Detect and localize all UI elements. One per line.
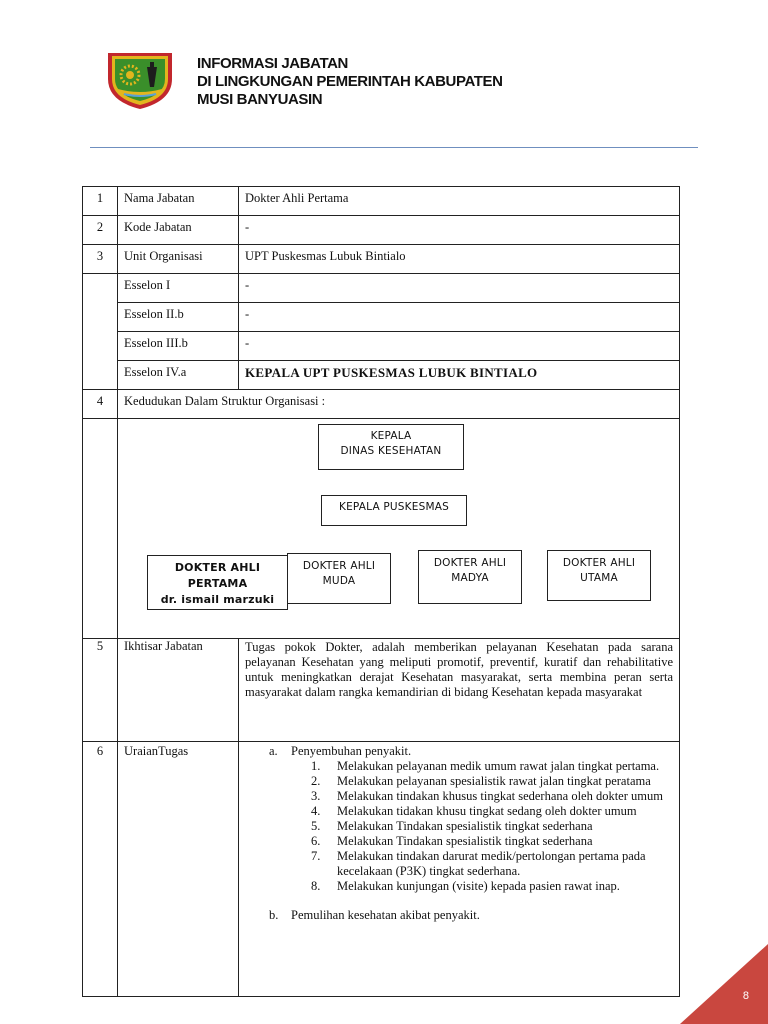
page-number: 8 [742,990,749,1002]
list-marker: a. [269,744,278,758]
row-value: UPT Puskesmas Lubuk Bintialo [239,245,680,274]
ikhtisar-label: Ikhtisar Jabatan [118,639,239,742]
list-number: 5. [311,819,321,833]
list-item [239,834,679,849]
esselon-label: Esselon I [118,274,239,303]
header-line-2: DI LINGKUNGAN PEMERINTAH KABUPATEN [197,73,503,90]
list-item [239,849,679,879]
header-divider [90,147,698,148]
list-number: 7. [311,849,321,863]
uraian-section-title: Pemulihan kesehatan akibat penyakit. [291,908,480,922]
uraian-label: UraianTugas [118,742,239,997]
table-row [83,639,680,742]
esselon-label: Esselon III.b [118,332,239,361]
row-number-empty [83,419,118,639]
org-box-line: dr. ismail marzuki [160,593,275,606]
list-item [239,774,679,789]
row-label: Nama Jabatan [118,187,239,216]
list-text: Melakukan Tindakan spesialistik tingkat sederhana [337,834,593,848]
list-number: 6. [311,834,321,848]
row-number: 4 [83,390,118,419]
document-header [197,55,503,109]
uraian-section-a [239,744,679,759]
list-item [239,819,679,834]
esselon-value: KEPALA UPT PUSKESMAS LUBUK BINTIALO [239,361,680,390]
list-number: 2. [311,774,321,788]
org-box-line: KEPALA PUSKESMAS [339,501,449,513]
page-corner-decoration [680,944,768,1024]
list-number: 3. [311,789,321,803]
org-chart-row [83,419,680,639]
list-number: 8. [311,879,321,893]
row-value: Dokter Ahli Pertama [239,187,680,216]
header-line-1: INFORMASI JABATAN [197,55,348,72]
org-box-dokter-madya [418,550,522,604]
org-box-dokter-muda [287,553,391,604]
table-row [83,303,680,332]
header-line-3: MUSI BANYUASIN [197,91,323,108]
list-text: Melakukan pelayanan spesialistik rawat jalan tingkat peratama [337,774,651,788]
org-box-line: KEPALA [370,430,412,442]
row-number: 1 [83,187,118,216]
uraian-section-title: Penyembuhan penyakit. [291,744,412,758]
list-text: Melakukan tidakan khusu tingkat sedang oleh dokter umum [337,804,637,818]
list-item [239,879,679,894]
esselon-value: - [239,274,680,303]
list-text: Melakukan Tindakan spesialistik tingkat sederhana [337,819,593,833]
row-value: - [239,216,680,245]
table-row [83,216,680,245]
list-number: 1. [311,759,321,773]
list-number: 4. [311,804,321,818]
org-box-line: DOKTER AHLI [433,557,507,569]
org-box-dokter-pertama [147,555,288,610]
org-box-kepala-dinas [318,424,464,470]
org-box-kepala-puskesmas [321,495,467,526]
esselon-label: Esselon II.b [118,303,239,332]
org-box-line: DOKTER AHLI [562,557,636,569]
esselon-label: Esselon IV.a [118,361,239,390]
table-row [83,361,680,390]
kedudukan-label: Kedudukan Dalam Struktur Organisasi : [118,390,680,419]
list-item [239,789,679,804]
row-number: 2 [83,216,118,245]
org-box-line: UTAMA [580,572,618,584]
org-box-line: PERTAMA [187,577,248,590]
org-box-line: DOKTER AHLI [174,561,261,574]
org-box-dokter-utama [547,550,651,601]
table-row [83,274,680,303]
uraian-content [239,742,680,997]
list-text: Melakukan kunjungan (visite) kepada pasien rawat inap. [337,879,620,893]
table-row [83,390,680,419]
row-number: 5 [83,639,118,742]
job-info-table [82,186,680,997]
ikhtisar-text: Tugas pokok Dokter, adalah memberikan pelayanan Kesehatan pada sarana pelayanan Kesehatan yang meliputi promotif, preventif, kuratif dan rehabilitative untuk meningkatkan derajat Kesehatan masyarakat, serta membina peran serta masyarakat dalam rangka kemandirian di bidang Kesehatan kepada masyarakat [239,639,680,742]
list-item [239,804,679,819]
table-row [83,332,680,361]
row-label: Kode Jabatan [118,216,239,245]
list-text: Melakukan tindakan khusus tingkat sederhana oleh dokter umum [337,789,663,803]
spacer [239,894,679,908]
org-box-line: DOKTER AHLI [302,560,376,572]
org-box-line: MUDA [322,575,356,587]
table-row [83,245,680,274]
org-box-line: MADYA [451,572,489,584]
org-box-line: DINAS KESEHATAN [340,445,442,457]
table-row [83,187,680,216]
esselon-value: - [239,332,680,361]
table-row [83,742,680,997]
org-chart [118,419,680,639]
list-text: Melakukan pelayanan medik umum rawat jalan tingkat pertama. [337,759,660,773]
esselon-value: - [239,303,680,332]
uraian-section-b [239,908,679,923]
kabupaten-logo [104,45,176,111]
list-marker: b. [269,908,279,922]
row-number: 6 [83,742,118,997]
list-item [239,759,679,774]
row-label: Unit Organisasi [118,245,239,274]
row-number-empty [83,274,118,390]
row-number: 3 [83,245,118,274]
list-text: Melakukan tindakan darurat medik/pertolongan pertama pada kecelakaan (P3K) tingkat sederhana. [337,849,646,878]
